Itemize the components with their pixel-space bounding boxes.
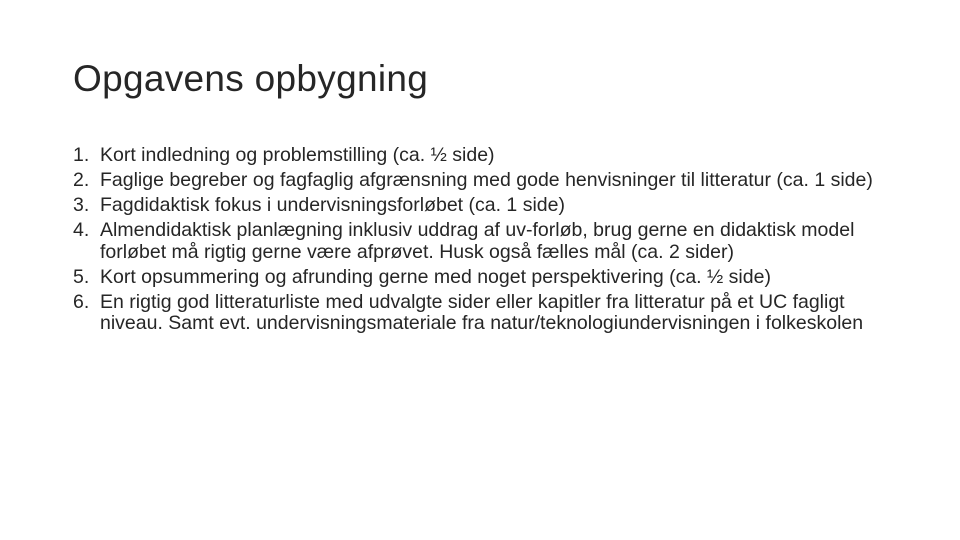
list-item-number: 1. [73, 144, 90, 166]
list-item-number: 5. [73, 265, 90, 288]
list-item-text: Faglige begreber og fagfaglig afgrænsning med gode henvisninger til litteratur (ca. 1 side) [100, 169, 873, 191]
list-item-text: Almendidaktisk planlægning inklusiv uddrag af uv-forløb, brug gerne en didaktisk model forløbet må rigtig gerne være afprøvet. Husk også fælles mål (ca. 2 sider) [100, 219, 855, 263]
list-item-number: 3. [73, 194, 90, 216]
list-item-number: 2. [73, 169, 90, 191]
list-item-number: 6. [73, 290, 90, 313]
list-item [73, 195, 883, 217]
slide-title: Opgavens opbygning [73, 58, 429, 99]
list-item-text: Kort opsummering og afrunding gerne med noget perspektivering (ca. ½ side) [100, 265, 771, 288]
list-item [73, 292, 883, 335]
content-list [73, 145, 883, 338]
list-item [73, 170, 883, 192]
list-item-number: 4. [73, 219, 90, 241]
list-item-text: Kort indledning og problemstilling (ca. ½ side) [100, 144, 495, 166]
list-item [73, 145, 883, 167]
list-item-text: Fagdidaktisk fokus i undervisningsforløbet (ca. 1 side) [100, 194, 565, 216]
list-item [73, 220, 883, 263]
list-item-text: En rigtig god litteraturliste med udvalgte sider eller kapitler fra litteratur på et UC fagligt niveau. Samt evt. undervisningsmateriale fra natur/teknologiundervisningen i folkeskolen [100, 290, 864, 334]
list-item [73, 267, 883, 289]
